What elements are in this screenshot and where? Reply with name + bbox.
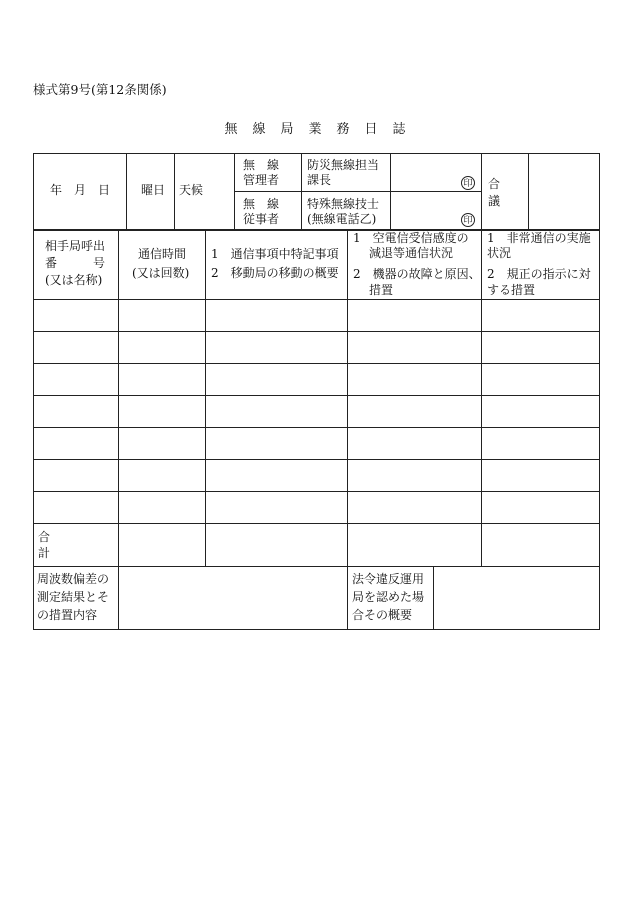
- notes-header: 1 通信事項中特記事項: [211, 247, 339, 261]
- manager-seal: 印: [461, 176, 475, 190]
- operator-title: 特殊無線技士: [307, 197, 380, 211]
- page-title: 無線局業務日誌: [224, 122, 421, 137]
- time-header: 通信時間: [138, 247, 187, 261]
- callsign-header-3: (又は名称): [45, 273, 103, 287]
- form-reference: 様式第9号(第12条関係): [33, 82, 167, 97]
- reception-header-2: 減退等通信状況: [369, 246, 454, 260]
- notes-header-2: 2 移動局の移動の概要: [211, 266, 339, 280]
- total-label: 合: [38, 530, 51, 544]
- frequency-label-3: の措置内容: [37, 608, 98, 622]
- emergency-header-3: 2 規正の指示に対: [487, 267, 591, 281]
- total-label-2: 計: [38, 546, 51, 560]
- emergency-header-2: 状況: [487, 246, 512, 260]
- operator-label-2: 従事者: [243, 212, 280, 226]
- manager-label-2: 管理者: [243, 173, 280, 187]
- discussion-label-2: 議: [488, 194, 501, 208]
- violation-label: 法令違反運用: [352, 572, 425, 586]
- operator-title-2: (無線電話乙): [307, 212, 377, 226]
- callsign-header-2: 番 号: [45, 256, 106, 270]
- reception-header-3: 2 機器の故障と原因、: [353, 267, 481, 281]
- callsign-header: 相手局呼出: [45, 239, 106, 253]
- frequency-label: 周波数偏差の: [37, 572, 110, 586]
- time-header-2: (又は回数): [132, 266, 190, 280]
- frequency-label-2: 測定結果とそ: [37, 590, 110, 604]
- date-label: 年 月 日: [50, 183, 111, 197]
- reception-header: 1 空電信受信感度の: [353, 231, 469, 245]
- weather-label: 天候: [179, 183, 204, 197]
- manager-label: 無 線: [243, 158, 280, 172]
- manager-title: 防災無線担当: [307, 158, 380, 172]
- emergency-header: 1 非常通信の実施: [487, 231, 591, 245]
- violation-label-2: 局を認めた場: [352, 590, 425, 604]
- operator-seal: 印: [461, 213, 475, 227]
- weekday-label: 曜日: [141, 183, 166, 197]
- discussion-label: 合: [488, 177, 501, 191]
- reception-header-4: 措置: [369, 283, 394, 297]
- violation-label-3: 合その概要: [352, 608, 413, 622]
- operator-label: 無 線: [243, 197, 280, 211]
- manager-title-2: 課長: [307, 173, 332, 187]
- emergency-header-4: する措置: [487, 283, 536, 297]
